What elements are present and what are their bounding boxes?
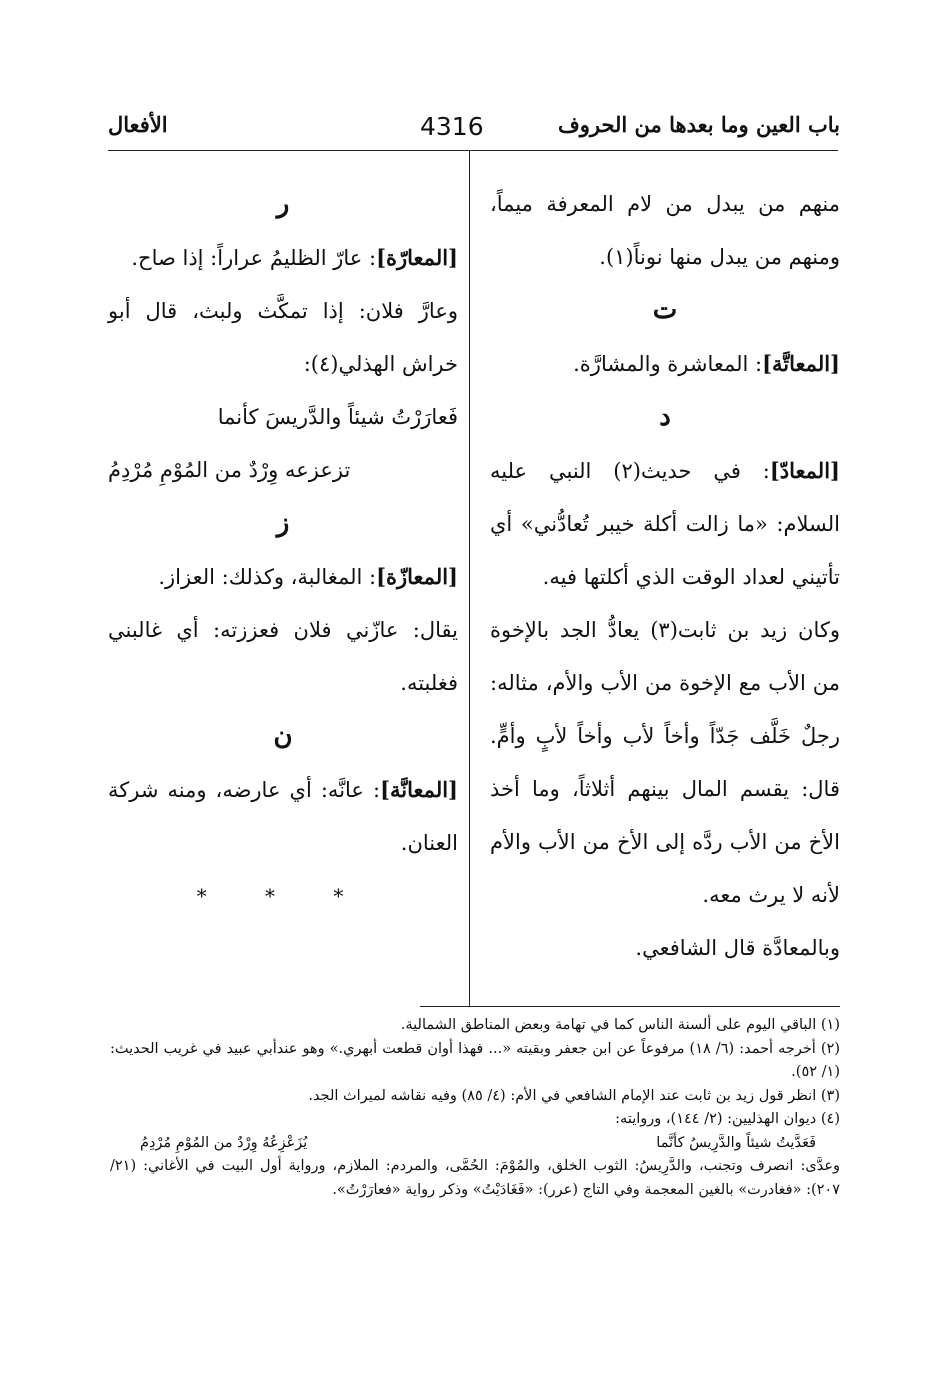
footnote-2: (٢) أخرجه أحمد: (٦/ ١٨) مرفوعاً عن ابن جعفر وبقيته «... فهذا أوان قطعت أبهري.» وهو عندأبي عبيد في غريب الحديث: (١/ ٥٢). [110, 1040, 840, 1080]
entry-term: [المعاتَّة] [762, 351, 840, 376]
footnote-4-verse [110, 1132, 840, 1156]
entry-definition: : في حديث(٢) النبي عليه السلام: «ما زالت أكلة خيبر تُعادُّني» أي تأتيني لعداد الوقت الذي أكلتها فيه. [490, 459, 840, 589]
entry-ra [108, 231, 458, 285]
page-number: 4316 [420, 112, 484, 141]
entry-definition: : عانَّه: أي عارضه، ومنه شركة العنان. [108, 778, 458, 855]
paragraph-za: يقال: عازّني فلان فعززته: أي غالبني فغلبته. [108, 618, 458, 695]
intro-paragraph: منهم من يبدل من لام المعرفة ميماً، ومنهم من يبدل منها نوناً(١). [490, 192, 840, 269]
letter-heading-ra: ر [276, 189, 290, 219]
entry-definition: : المعاشرة والمشارَّة. [573, 352, 763, 376]
header-rule [108, 150, 838, 151]
entry-term: [المعادّ] [769, 458, 840, 483]
section-end-stars: * * * [196, 884, 370, 908]
entry-definition: : عارّ الظليمُ عراراً: إذا صاح. [131, 246, 377, 270]
entry-definition: : المغالبة، وكذلك: العزاز. [158, 565, 377, 589]
entry-term: [المعازّة] [376, 564, 458, 589]
footnote-4-continuation: وعدَّى: انصرف وتجنب، والدَّرِيسُ: الثوب الخلق، والمُوْمَ: الحُمَّى، والمردم: الملازم، ورواية أول البيت في الأغاني: (٢١/ ٢٠٧): «فغادرت» بالغين المعجمة وفي التاج (عرر): «فَغَادَيْتُ» وذكر رواية «فعارَرْتُ». [110, 1158, 840, 1198]
entry-dal [490, 444, 840, 604]
column-divider [469, 150, 470, 1007]
paragraph-shafii: وبالمعادَّة قال الشافعي. [635, 936, 840, 960]
footnote-verse-first: فَعَدَّيتُ شيئاً والدَّرِيسُ كأنَّما [656, 1134, 816, 1151]
footnote-verse-second: يُزَعْزِعُهُ وِرْدٌ من المُوْمِ مُرْدِمُ [140, 1134, 308, 1151]
letter-heading-dal: د [659, 402, 671, 432]
footnote-rule [420, 1006, 840, 1007]
verse-second-hemistich: تزعزعه وِرْدٌ من المُوْمِ مُرْدِمُ [108, 458, 351, 482]
entry-nun [108, 763, 458, 870]
footnote-4: (٤) ديوان الهذليين: (٢/ ١٤٤)، وروايته: [615, 1111, 840, 1127]
letter-heading-nun: ن [273, 721, 293, 751]
paragraph-zaid: وكان زيد بن ثابت(٣) يعادُّ الجد بالإخوة من الأب مع الإخوة من الأب والأم، مثاله: رجلٌ خَلَّف جَدّاً وأخاً لأب وأخاً لأبٍ وأمٍّ. قال: يقسم المال بينهم أثلاثاً، وما أخذ الأخ من الأب ردَّه إلى الأخ من الأب والأم لأنه لا يرث معه. [490, 618, 840, 907]
entry-za [108, 550, 458, 604]
entry-term: [المعارّة] [376, 245, 458, 270]
letter-heading-za: ز [276, 508, 290, 538]
footnotes [110, 1014, 840, 1202]
letter-heading-ta: ت [652, 295, 678, 325]
footnote-3: (٣) انظر قول زيد بن ثابت عند الإمام الشافعي في الأم: (٤/ ٨٥) وفيه نقاشه لميراث الجد. [308, 1087, 840, 1104]
paragraph-ra: وعارَّ فلان: إذا تمكَّث ولبث، قال أبو خراش الهذلي(٤): [108, 299, 458, 376]
footnote-1: (١) الباقي اليوم على ألسنة الناس كما في تهامة وبعض المناطق الشمالية. [400, 1017, 840, 1033]
entry-ta [490, 337, 840, 391]
running-chapter-title: باب العين وما بعدها من الحروف [557, 112, 840, 137]
running-section-title: الأفعال [108, 112, 168, 137]
right-column [490, 178, 840, 975]
verse-first-hemistich: فَعارَرْتُ شيئاً والدَّريسَ كأنما [217, 405, 458, 429]
entry-term: [المعانَّة] [380, 777, 458, 802]
left-column [108, 178, 458, 923]
